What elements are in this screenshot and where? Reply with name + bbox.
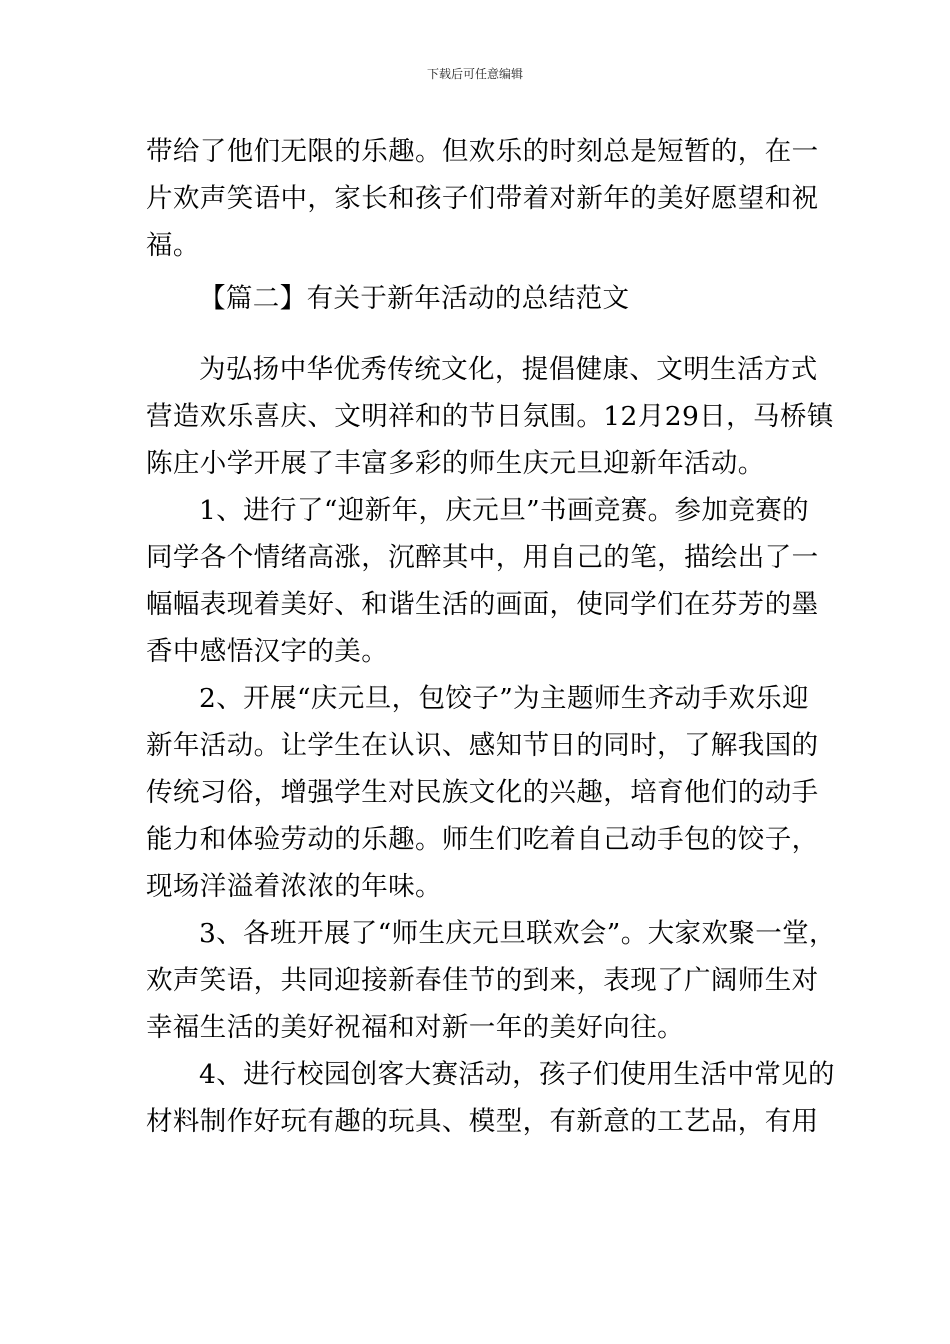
text-line: 现场洋溢着浓浓的年味。: [146, 871, 442, 902]
paragraph: [146, 487, 819, 675]
text-line: 营造欢乐喜庆、文明祥和的节日氛围。12月29日，马桥镇: [146, 401, 834, 432]
text-line: 材料制作好玩有趣的玩具、模型，有新意的工艺品，有用: [146, 1106, 819, 1137]
paragraph: [146, 675, 819, 910]
text-line: 为弘扬中华优秀传统文化，提倡健康、文明生活方式: [199, 354, 818, 385]
text-line: 能力和体验劳动的乐趣。师生们吃着自己动手包的饺子，: [146, 824, 819, 855]
heading-line: 【篇二】有关于新年活动的总结范文: [199, 283, 630, 314]
paragraph: [146, 910, 836, 1051]
text-line: 欢声笑语，共同迎接新春佳节的到来，表现了广阔师生对: [146, 965, 819, 996]
text-line: 幅幅表现着美好、和谐生活的画面，使同学们在芬芳的墨: [146, 589, 819, 620]
paragraph: [146, 346, 834, 487]
paragraph: [146, 128, 819, 269]
text-line: 带给了他们无限的乐趣。但欢乐的时刻总是短暂的，在一: [146, 136, 819, 167]
text-line: 福。: [146, 230, 200, 261]
text-line: 新年活动。让学生在认识、感知节日的同时，了解我国的: [146, 730, 819, 761]
page-header: 下载后可任意编辑: [426, 67, 523, 81]
paragraph: [146, 1051, 835, 1145]
section-heading: [146, 275, 814, 322]
text-line: 2、开展“庆元旦，包饺子”为主题师生齐动手欢乐迎: [199, 683, 810, 714]
document-body: [146, 128, 836, 1145]
text-line: 3、各班开展了“师生庆元旦联欢会”。大家欢聚一堂，: [199, 918, 836, 949]
text-line: 1、进行了“迎新年，庆元旦”书画竞赛。参加竞赛的: [199, 495, 810, 526]
text-line: 片欢声笑语中，家长和孩子们带着对新年的美好愿望和祝: [146, 183, 819, 214]
text-line: 传统习俗，增强学生对民族文化的兴趣，培育他们的动手: [146, 777, 819, 808]
text-line: 香中感悟汉字的美。: [146, 636, 389, 667]
text-line: 幸福生活的美好祝福和对新一年的美好向往。: [146, 1012, 684, 1043]
text-line: 陈庄小学开展了丰富多彩的师生庆元旦迎新年活动。: [146, 448, 765, 479]
text-line: 同学各个情绪高涨，沉醉其中，用自己的笔，描绘出了一: [146, 542, 819, 573]
text-line: 4、进行校园创客大赛活动，孩子们使用生活中常见的: [199, 1059, 835, 1090]
